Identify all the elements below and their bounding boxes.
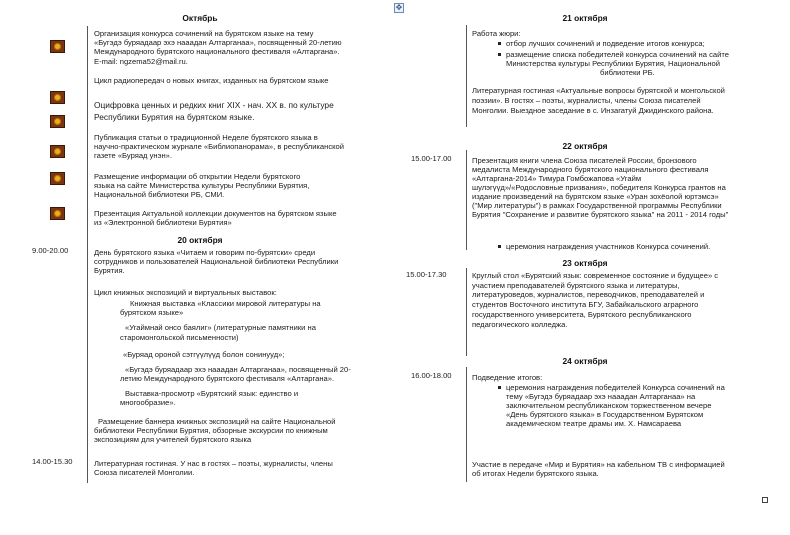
event-line: Подведение итогов: [472, 373, 543, 382]
event-line: Круглый стол «Бурятский язык: современное состояние и будущее» с [472, 271, 719, 280]
day20-header: 20 октября [177, 235, 223, 245]
event-line: языка на сайте Министерства культуры Республики Бурятия, [94, 181, 310, 190]
event-line: Цикл книжных экспозиций и виртуальных выставок: [94, 288, 277, 297]
event-line: церемония награждения участников Конкурса сочинений. [506, 242, 711, 251]
event-line: размещение списка победителей конкурса сочинений на сайте [506, 50, 729, 59]
emblem-icon [50, 145, 65, 158]
event-line: Союза писателей Монголии. [94, 468, 195, 477]
event-line: издание произведений на бурятском языке «Уран зохёолой юртэмсэ» [472, 192, 719, 201]
event-line: «День бурятского языка» в Государственном Бурятском [506, 410, 704, 419]
emblem-icon [50, 207, 65, 220]
emblem-icon [50, 172, 65, 185]
day22-header: 22 октября [562, 141, 608, 151]
event-line: сотрудников и пользователей Национальной библиотеки Республики [94, 257, 339, 266]
right-column-divider-3 [466, 268, 467, 356]
event-line: Литературная гостиная «Актуальные вопросы бурятской и монгольской [472, 86, 725, 95]
event-line: экспозициям для учителей бурятского языка [94, 435, 252, 444]
day23-header: 23 октября [562, 258, 608, 268]
event-line: «Буряад ороной сэтгүүлүүд болон сонинууд»; [123, 350, 285, 359]
event-line: летию Международного бурятского фестиваля «Алтаргана». [120, 374, 335, 383]
bullet-icon [498, 42, 501, 45]
event-line: Бурятия "Сохранение и развитие бурятского языка" на 2011 - 2014 годы" [472, 210, 729, 219]
event-line: старомонгольской письменности) [120, 333, 239, 342]
event-line: отбор лучших сочинений и подведение итогов конкурса; [506, 39, 705, 48]
bullet-icon [498, 386, 501, 389]
event-line: Оцифровка ценных и редких книг XIX - нач. XX в. по культуре [94, 100, 334, 110]
event-line: Книжная выставка «Классики мировой литературы на [130, 299, 321, 308]
event-line: медалиста Международного бурятского национального фестиваля [472, 165, 709, 174]
table-move-handle[interactable]: ✥ [395, 3, 403, 12]
event-line: библиотеки Республики Бурятия, обзорные экскурсии по книжным [94, 426, 328, 435]
event-line: заключительном республиканском торжественном вечере [506, 401, 712, 410]
time-slot: 16.00-18.00 [411, 371, 452, 380]
event-line: Презентация книги члена Союза писателей России, бронзового [472, 156, 697, 165]
event-line: шулэгүүд»/«Родословные призвания», победителя Конкурса грантов на [472, 183, 726, 192]
event-line: «Угаймнай онсо баялиг» (литературные памятники на [125, 323, 316, 332]
event-line: Литературная гостиная. У нас в гостях – поэты, журналисты, члены [94, 459, 333, 468]
right-column-divider-2 [466, 150, 467, 250]
event-line: Работа жюри: [472, 29, 521, 38]
right-column-divider [466, 25, 467, 127]
event-line: Организация конкурса сочинений на бурятском языке на тему [94, 29, 314, 38]
left-column-divider-2 [87, 245, 88, 483]
event-line: государственного университета, Бурятского республиканского [472, 310, 692, 319]
event-line: об итогах Недели бурятского языка. [472, 469, 599, 478]
time-slot: 15.00-17.30 [406, 270, 447, 279]
event-line: Публикация статьи о традиционной Неделе бурятского языка в [94, 133, 318, 142]
event-line: E-mail: ngzema52@mail.ru. [94, 57, 188, 66]
event-line: академическом театре драмы им. Х. Намсараева [506, 419, 682, 428]
event-line: тему «Бугэдэ буряадаар эхэ нааадан Алтарганаа» на [506, 392, 696, 401]
event-line: Монголии. Выездное заседание в с. Инзагатуй Джидинского района. [472, 106, 714, 115]
day24-header: 24 октября [562, 356, 608, 366]
time-slot: 15.00-17.00 [411, 154, 452, 163]
event-line: поэзии». В гостях – поэты, журналисты, члены Союза писателей [472, 96, 701, 105]
event-line: Цикл радиопередач о новых книгах, изданных на бурятском языке [94, 76, 329, 85]
table-resize-handle[interactable] [762, 497, 768, 503]
event-line: Бурятия. [94, 266, 125, 275]
october-header: Октябрь [182, 13, 218, 23]
event-line: Выставка-просмотр «Бурятский язык: единство и [125, 389, 299, 398]
event-line: литературоведов, журналистов, переводчиков, преподавателей и [472, 290, 705, 299]
event-line: педагогического колледжа. [472, 320, 568, 329]
right-column-divider-4 [466, 367, 467, 482]
event-line: «Бугэдэ буряадаар эхэ нааадан Алтарганаа», посвященный 20-летию [94, 38, 342, 47]
event-line: Размещение информации об открытии Недели бурятского [94, 172, 301, 181]
event-line: библиотеки РБ. [600, 68, 655, 77]
event-line: «Алтаргана-2014» Тимура Гомбожапова «Угайм [472, 174, 642, 183]
day21-header: 21 октября [562, 13, 608, 23]
left-column-divider [87, 26, 88, 251]
event-line: Презентация Актуальной коллекции документов на бурятском языке [94, 209, 337, 218]
event-line: Республики Бурятия на бурятском языке. [94, 112, 255, 122]
event-line: бурятском языке» [120, 308, 184, 317]
event-line: ("Мир литературы") в рамках Государственной программы Республики [472, 201, 722, 210]
event-line: День бурятского языка «Читаем и говорим по-бурятски» среди [94, 248, 316, 257]
event-line: Размещение баннера книжных экспозиций на сайте Национальной [98, 417, 336, 426]
bullet-icon [498, 245, 501, 248]
emblem-icon [50, 115, 65, 128]
emblem-icon [50, 91, 65, 104]
bullet-icon [498, 53, 501, 56]
event-line: научно-практическом журнале «Библиопанорама», в республиканской [94, 142, 345, 151]
event-line: студентов Восточного института БГУ, Забайкальского аграрного [472, 300, 699, 309]
emblem-icon [50, 40, 65, 53]
event-line: Участие в передаче «Мир и Бурятия» на кабельном ТВ с информацией [472, 460, 725, 469]
event-line: многообразие». [120, 398, 176, 407]
event-line: Национальной библиотеки РБ, СМИ. [94, 190, 225, 199]
event-line: церемония награждения победителей Конкурса сочинений на [506, 383, 725, 392]
time-slot: 14.00-15.30 [32, 457, 73, 466]
time-slot: 9.00-20.00 [32, 246, 69, 255]
event-line: участием преподавателей бурятского языка и литературы, [472, 281, 680, 290]
event-line: Международного бурятского национального фестиваля «Алтаргана». [94, 47, 340, 56]
event-line: «Бугэдэ буряадаар эхэ нааадан Алтарганаа», посвященный 20- [125, 365, 351, 374]
event-line: Министерства культуры Республики Бурятия, Национальной [506, 59, 721, 68]
event-line: газете «Буряад унэн». [94, 151, 172, 160]
event-line: из «Электронной библиотеки Бурятия» [94, 218, 232, 227]
